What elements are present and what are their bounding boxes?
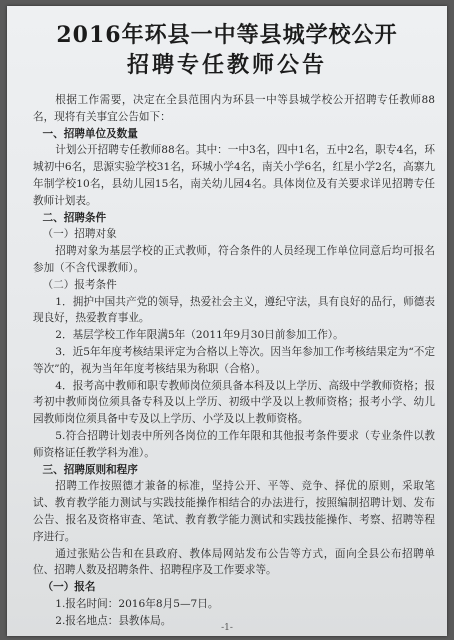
paragraph: 2．基层学校工作年限满5年（2011年9月30日前参加工作）。 bbox=[55, 329, 344, 342]
paragraph: 根据工作需要，决定在全县范围内为环县一中等县城学校公开招聘专任教师88名，现将有关事宜公告如下： bbox=[33, 94, 435, 123]
section-heading: 一、招聘单位及数量 bbox=[42, 127, 138, 140]
paragraph: 通过张贴公告和在县政府、教体局网站发布公告等方式，面向全县公布招聘单位、招聘人数及招聘条件、招聘程序及工作要求等。 bbox=[33, 547, 435, 577]
document-title-line-2: 招聘专任教师公告 bbox=[126, 52, 327, 78]
section-heading: （一）报名 bbox=[42, 581, 96, 594]
page-number: -1- bbox=[221, 623, 233, 633]
paragraph: 招聘对象为基层学校的正式教师，符合条件的人员经现工作单位同意后均可报名参加（不含代课教师）。 bbox=[33, 245, 435, 274]
document-body bbox=[33, 92, 435, 630]
subsection-heading: （一）招聘对象 bbox=[42, 228, 117, 241]
paragraph: 计划公开招聘专任教师88名。其中：一中3名，四中1名，五中2名，职专4名，环城初中6名，思源实验学校31名，环城小学4名，南关小学6名，红星小学2名，高寨九年制学校10名，县幼儿园15名，南关幼儿园4名。具体岗位及有关要求详见招聘专任教师计划表。 bbox=[33, 144, 435, 207]
document-page bbox=[7, 6, 447, 636]
paragraph: 5.符合招聘计划表中所列各岗位的工作年限和其他报考条件要求（专业条件以教师资格证任教学科为准）。 bbox=[33, 429, 435, 459]
paragraph: 1．拥护中国共产党的领导，热爱社会主义，遵纪守法，具有良好的品行，师德表现良好，热爱教育事业。 bbox=[33, 295, 435, 325]
section-heading: 三、招聘原则和程序 bbox=[42, 463, 138, 476]
paragraph: 1.报名时间：2016年8月5—7日。 bbox=[55, 597, 219, 610]
paragraph: 3．近5年年度考核结果评定为合格以上等次。因当年参加工作考核结果定为“不定等次”的，视为当年年度考核结果为称职（合格）。 bbox=[33, 345, 435, 375]
paragraph: 招聘工作按照德才兼备的标准，坚持公开、平等、竞争、择优的原则，采取笔试、教育教学能力测试与实践技能操作相结合的办法进行，按照编制招聘计划、发布公告、报名及资格审查、笔试、教育教学能力测试和实践技能操作、考察、招聘等程序进行。 bbox=[33, 480, 435, 543]
paragraph: 2.报名地点：县教体局。 bbox=[55, 614, 172, 627]
document-title-line-1: 2016年环县一中等县城学校公开 bbox=[56, 22, 398, 48]
paragraph: 4．报考高中教师和职专教师岗位须具备本科及以上学历、高级中学教师资格；报考初中教师岗位须具备专科及以上学历、初级中学及以上教师资格；报考小学、幼儿园教师岗位须具备中专及以上学历、小学及以上教师资格。 bbox=[33, 379, 435, 426]
subsection-heading: （二）报考条件 bbox=[42, 278, 117, 291]
section-heading: 二、招聘条件 bbox=[42, 211, 107, 224]
